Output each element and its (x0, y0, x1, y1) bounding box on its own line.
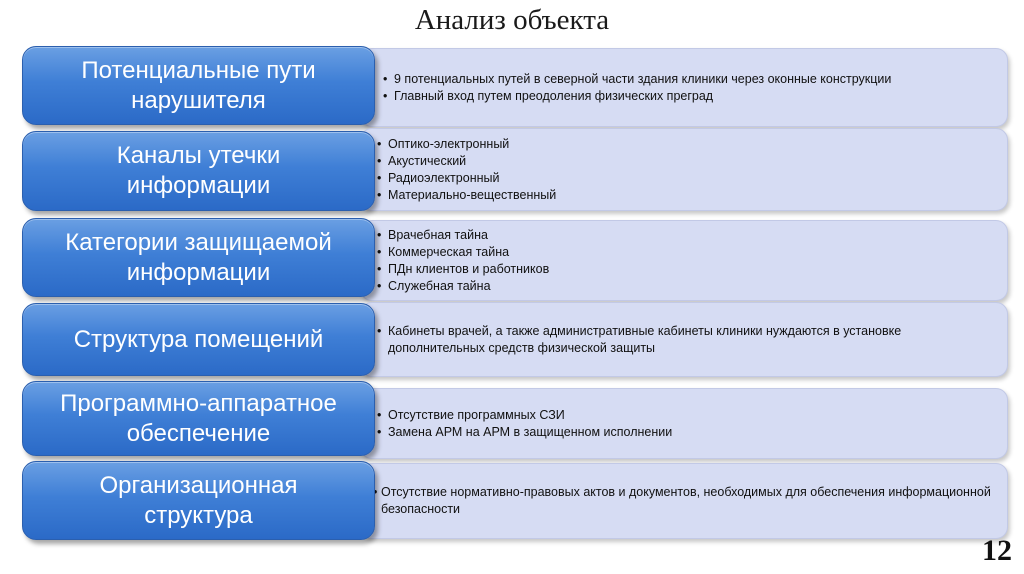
analysis-row-org-structure (0, 461, 1024, 540)
bullet-item: • Отсутствие нормативно-правовых актов и документов, необходимых для обеспечения информационной безопасности (373, 484, 997, 518)
row-label-intruder-paths: Потенциальные пути нарушителя (22, 46, 375, 125)
analysis-row-premises-structure (0, 303, 1024, 376)
analysis-row-info-categories (0, 218, 1024, 297)
bullet-list (373, 484, 997, 518)
bullet-item: • Коммерческая тайна (377, 244, 549, 261)
bullet-list (377, 407, 672, 441)
slide-title: Анализ объекта (414, 4, 610, 36)
analysis-row-leak-channels (0, 131, 1024, 211)
bullet-item: • Служебная тайна (377, 278, 549, 295)
row-label-info-categories: Категории защищаемой информации (22, 218, 375, 297)
row-label-org-structure: Организационная структура (22, 461, 375, 540)
bullet-item: • Замена АРМ на АРМ в защищенном исполнении (377, 424, 672, 441)
bullet-list (377, 227, 549, 295)
bullet-item: • Акустический (377, 153, 556, 170)
page-number: 12 (982, 534, 1012, 567)
row-content-box (360, 388, 1008, 459)
row-label-premises-structure: Структура помещений (22, 303, 375, 376)
analysis-row-intruder-paths (0, 46, 1024, 125)
bullet-item: • Радиоэлектронный (377, 170, 556, 187)
bullet-item: • ПДн клиентов и работников (377, 261, 549, 278)
row-content-box (360, 220, 1008, 301)
row-label-leak-channels: Каналы утечки информации (22, 131, 375, 211)
bullet-item: • Главный вход путем преодоления физических преград (383, 88, 891, 105)
bullet-list (377, 323, 997, 357)
row-content-box (360, 463, 1008, 539)
bullet-item: • Отсутствие программных СЗИ (377, 407, 672, 424)
row-content-box (360, 128, 1008, 211)
bullet-item: • Оптико-электронный (377, 136, 556, 153)
analysis-row-software-hardware (0, 381, 1024, 456)
bullet-item: • Материально-вещественный (377, 187, 556, 204)
row-content-box (360, 302, 1008, 377)
bullet-item: • Врачебная тайна (377, 227, 549, 244)
bullet-list (377, 136, 556, 204)
row-label-software-hardware: Программно-аппаратное обеспечение (22, 381, 375, 456)
row-content-box (360, 48, 1008, 127)
bullet-item: • Кабинеты врачей, а также административные кабинеты клиники нуждаются в установке дополнительных средств физической защиты (377, 323, 997, 357)
bullet-list (383, 71, 891, 105)
bullet-item: • 9 потенциальных путей в северной части здания клиники через оконные конструкции (383, 71, 891, 88)
